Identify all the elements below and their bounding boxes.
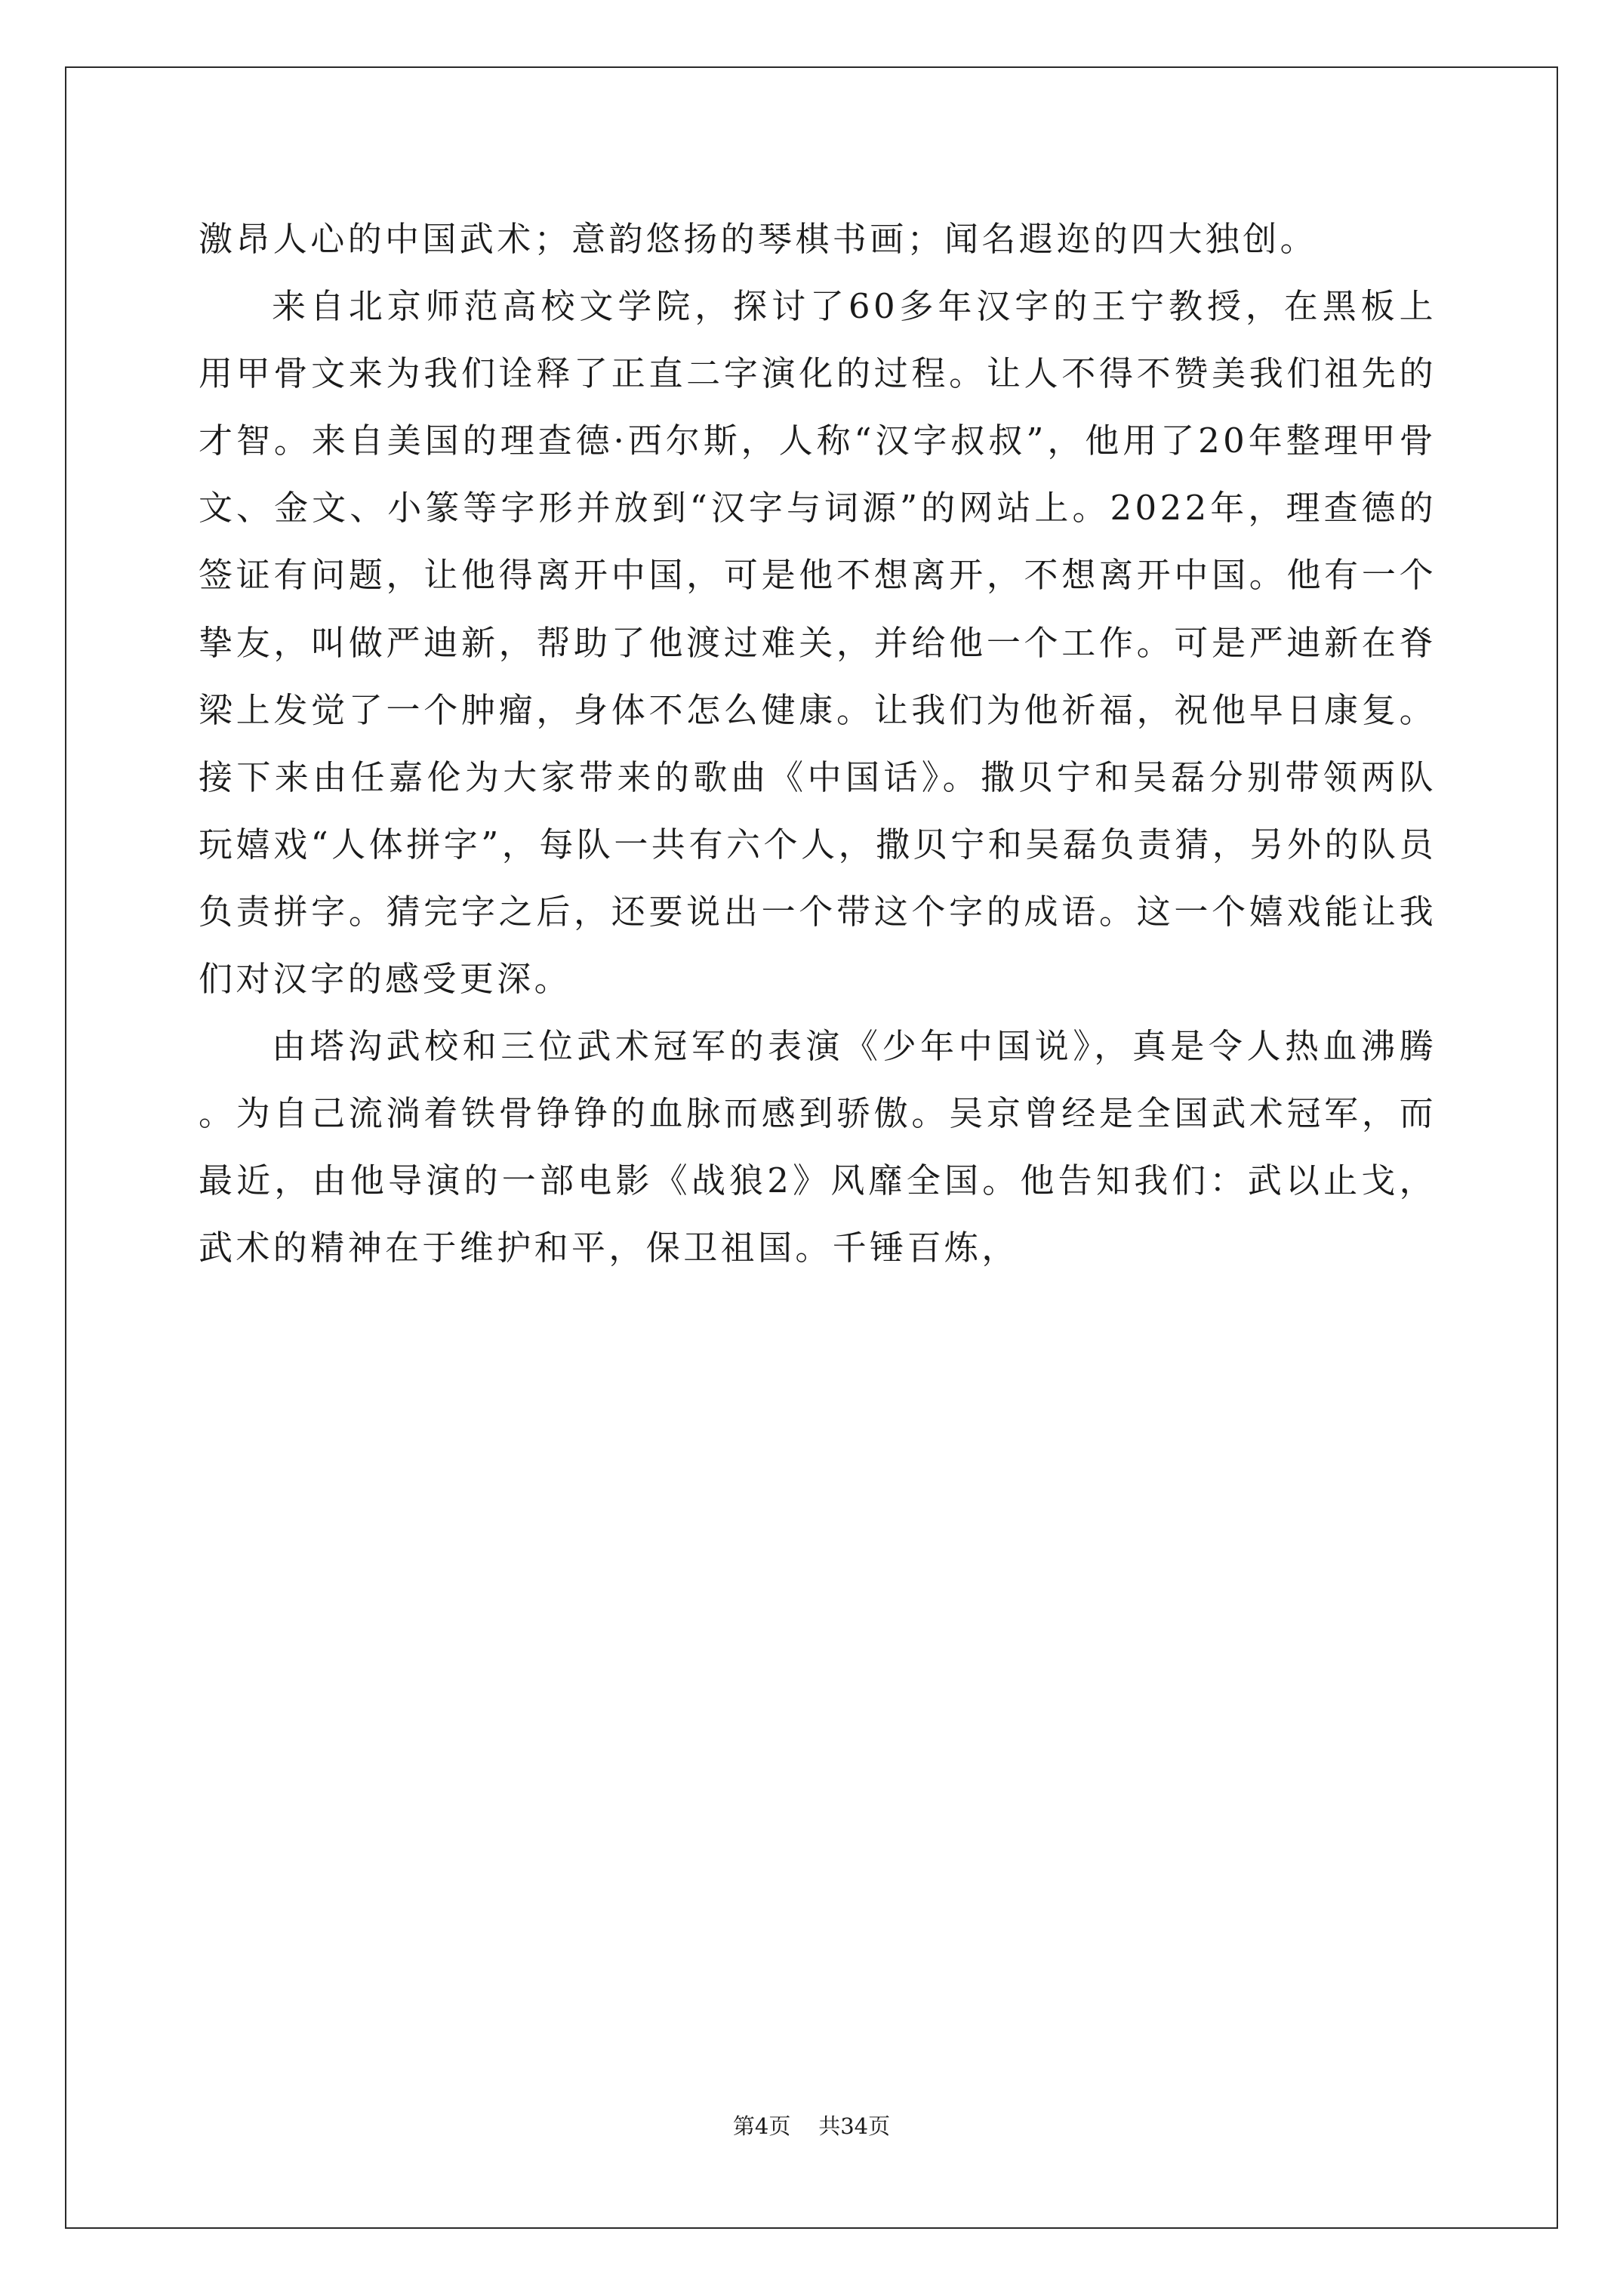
paragraph-2: 来自北京师范高校文学院，探讨了60多年汉字的王宁教授，在黑板上用甲骨文来为我们诠释了正直二字演化的过程。让人不得不赞美我们祖先的才智。来自美国的理查德·西尔斯，人称“汉字叔叔”，他用了20年整理甲骨文、金文、小篆等字形并放到“汉字与词源”的网站上。2022年，理查德的签证有问题，让他得离开中国，可是他不想离开，不想离开中国。他有一个挚友，叫做严迪新，帮助了他渡过难关，并给他一个工作。可是严迪新在脊梁上发觉了一个肿瘤，身体不怎么健康。让我们为他祈福，祝他早日康复。接下来由任嘉伦为大家带来的歌曲《中国话》。撒贝宁和吴磊分别带领两队玩嬉戏“人体拼字”，每队一共有六个人，撒贝宁和吴磊负责猜，另外的队员负责拼字。猜完字之后，还要说出一个带这个字的成语。这一个嬉戏能让我们对汉字的感受更深。 <box>199 286 1437 1000</box>
document-body <box>199 205 1437 1282</box>
paragraph-1: 激昂人心的中国武术；意韵悠扬的琴棋书画；闻名遐迩的四大独创。 <box>199 219 1318 259</box>
page-number: 第4页 <box>732 2113 791 2139</box>
page-footer <box>0 2111 1623 2141</box>
page-total: 共34页 <box>818 2113 891 2139</box>
paragraph-3: 由塔沟武校和三位武术冠军的表演《少年中国说》，真是令人热血沸腾。为自己流淌着铁骨铮铮的血脉而感到骄傲。吴京曾经是全国武术冠军，而最近，由他导演的一部电影《战狼2》风靡全国。他告知我们：武以止戈，武术的精神在于维护和平，保卫祖国。千锤百炼， <box>199 1026 1437 1268</box>
